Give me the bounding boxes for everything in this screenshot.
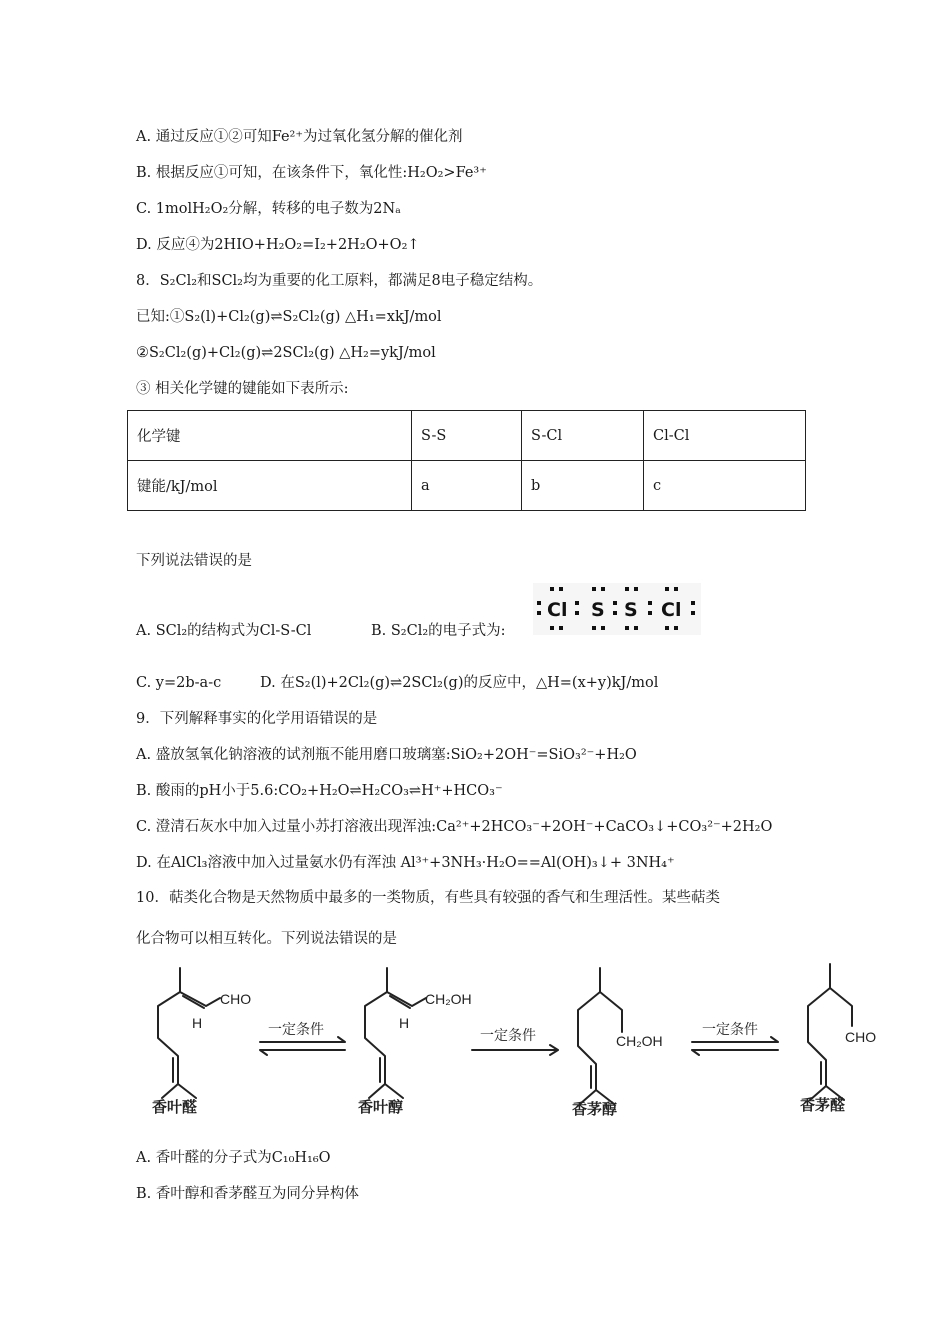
compound-name: 香茅醛 <box>800 1096 846 1114</box>
q8-known-1: 已知:①S₂(l)+Cl₂(g)⇌S₂Cl₂(g) △H₁=xkJ/mol <box>136 309 442 325</box>
lewis-atom: S <box>624 599 638 621</box>
q7-option-a: A. 通过反应①②可知Fe²⁺为过氧化氢分解的催化剂 <box>136 129 463 145</box>
condition-label: 一定条件 <box>480 1028 536 1044</box>
q9-option-c: C. 澄清石灰水中加入过量小苏打溶液出现浑浊:Ca²⁺+2HCO₃⁻+2OH⁻+CaCO₃↓+CO₃²⁻+2H₂O <box>136 819 773 835</box>
terpene-reaction-scheme <box>140 960 900 1120</box>
condition-label: 一定条件 <box>268 1022 324 1038</box>
q8-option-d: D. 在S₂(l)+2Cl₂(g)⇌2SCl₂(g)的反应中，△H=(x+y)kJ/mol <box>260 675 659 691</box>
group-label: CHO <box>845 1029 877 1045</box>
q8-option-b: B. S₂Cl₂的电子式为: <box>371 623 506 639</box>
compound-name: 香茅醇 <box>572 1100 618 1118</box>
group-label: CH₂OH <box>425 991 472 1007</box>
table-cell: Cl-Cl <box>644 411 806 461</box>
lewis-atom: Cl <box>547 599 568 621</box>
table-cell: 化学键 <box>128 411 412 461</box>
group-label: CH₂OH <box>616 1033 663 1049</box>
q9-option-a: A. 盛放氢氧化钠溶液的试剂瓶不能用磨口玻璃塞:SiO₂+2OH⁻=SiO₃²⁻+H₂O <box>136 747 637 763</box>
q8-known-2: ②S₂Cl₂(g)+Cl₂(g)⇌2SCl₂(g) △H₂=ykJ/mol <box>136 345 436 361</box>
group-label: H <box>192 1015 203 1031</box>
q9-stem: 9．下列解释事实的化学用语错误的是 <box>136 711 378 727</box>
q10-option-a: A. 香叶醛的分子式为C₁₀H₁₆O <box>136 1150 331 1166</box>
q10-stem-1: 10．萜类化合物是天然物质中最多的一类物质，有些具有较强的香气和生理活性。某些萜类 <box>136 890 720 906</box>
q10-option-b: B. 香叶醇和香茅醛互为同分异构体 <box>136 1186 359 1202</box>
compound-name: 香叶醛 <box>152 1098 198 1116</box>
lewis-structure <box>533 583 701 635</box>
q10-stem-2: 化合物可以相互转化。下列说法错误的是 <box>136 931 397 947</box>
q9-option-d: D. 在AlCl₃溶液中加入过量氨水仍有浑浊 Al³⁺+3NH₃·H₂O==Al(OH)₃↓+ 3NH₄⁺ <box>136 855 675 871</box>
lewis-atom: Cl <box>661 599 682 621</box>
group-label: H <box>399 1015 410 1031</box>
table-cell: a <box>412 461 522 511</box>
bond-energy-table <box>127 410 806 511</box>
table-cell: S-S <box>412 411 522 461</box>
q7-option-c: C. 1molH₂O₂分解，转移的电子数为2Nₐ <box>136 201 401 217</box>
table-row <box>128 461 806 511</box>
q8-option-a: A. SCl₂的结构式为Cl-S-Cl <box>136 623 312 639</box>
group-label: CHO <box>220 991 252 1007</box>
lewis-atom: S <box>591 599 605 621</box>
table-cell: c <box>644 461 806 511</box>
q9-option-b: B. 酸雨的pH小于5.6:CO₂+H₂O⇌H₂CO₃⇌H⁺+HCO₃⁻ <box>136 783 503 799</box>
condition-label: 一定条件 <box>702 1022 758 1038</box>
table-row <box>128 411 806 461</box>
compound-name: 香叶醇 <box>358 1098 404 1116</box>
q8-question: 下列说法错误的是 <box>136 553 252 569</box>
q8-known-3: ③ 相关化学键的键能如下表所示: <box>136 381 349 397</box>
q8-stem: 8．S₂Cl₂和SCl₂均为重要的化工原料，都满足8电子稳定结构。 <box>136 273 543 289</box>
q8-option-c: C. y=2b-a-c <box>136 675 222 691</box>
q7-option-b: B. 根据反应①可知，在该条件下，氧化性:H₂O₂>Fe³⁺ <box>136 165 487 181</box>
table-cell: b <box>522 461 644 511</box>
table-cell: 键能/kJ/mol <box>128 461 412 511</box>
table-cell: S-Cl <box>522 411 644 461</box>
q7-option-d: D. 反应④为2HIO+H₂O₂=I₂+2H₂O+O₂↑ <box>136 237 420 253</box>
